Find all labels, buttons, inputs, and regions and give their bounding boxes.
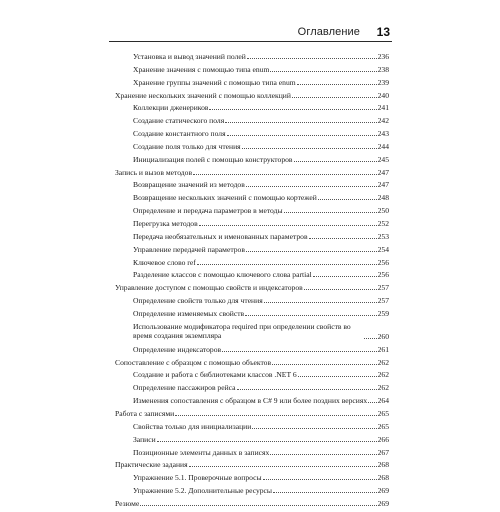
dot-leader bbox=[237, 389, 377, 390]
toc-entry-page: 252 bbox=[377, 218, 389, 228]
toc-entry-page: 245 bbox=[377, 154, 389, 164]
header-title: Оглавление bbox=[297, 26, 360, 38]
toc-entry bbox=[115, 193, 389, 202]
dot-leader bbox=[193, 174, 377, 175]
toc-entry-page: 268 bbox=[377, 473, 389, 483]
toc-entry bbox=[115, 258, 389, 267]
toc-entry-page: 267 bbox=[377, 447, 389, 457]
toc-entry-title: Возвращение значений из методов bbox=[133, 180, 245, 190]
dot-leader bbox=[364, 338, 377, 339]
dot-leader bbox=[368, 402, 376, 403]
toc-entry bbox=[115, 116, 389, 125]
toc-entry-page: 236 bbox=[377, 52, 389, 61]
toc-entry bbox=[115, 383, 389, 392]
toc-entry-page: 259 bbox=[377, 308, 389, 318]
toc-entry bbox=[115, 219, 389, 228]
table-of-contents bbox=[115, 52, 389, 512]
toc-entry bbox=[115, 499, 389, 508]
toc-entry-page: 261 bbox=[377, 344, 389, 354]
dot-leader bbox=[284, 212, 377, 213]
toc-entry-title: Создание поля только для чтения bbox=[133, 141, 241, 151]
toc-entry-title: Позиционные элементы данных в записях bbox=[133, 447, 270, 457]
dot-leader bbox=[157, 441, 377, 442]
toc-entry-page: 257 bbox=[377, 283, 389, 293]
toc-entry bbox=[115, 65, 389, 74]
toc-entry bbox=[115, 103, 389, 112]
toc-entry-page: 260 bbox=[377, 331, 389, 341]
toc-entry-page: 242 bbox=[377, 116, 389, 126]
toc-entry bbox=[115, 473, 389, 482]
toc-entry bbox=[115, 283, 389, 292]
page-number: 13 bbox=[376, 25, 390, 39]
toc-entry bbox=[115, 168, 389, 177]
toc-entry-page: 253 bbox=[377, 231, 389, 241]
toc-entry-page: 238 bbox=[377, 64, 389, 74]
toc-entry-page: 268 bbox=[377, 460, 389, 470]
toc-entry-title: Возвращение нескольких значений с помощью кортежей bbox=[133, 193, 317, 203]
toc-entry-title: Запись и вызов методов bbox=[115, 167, 193, 177]
dot-leader bbox=[242, 148, 377, 149]
toc-entry-page: 240 bbox=[377, 90, 389, 100]
dot-leader bbox=[140, 505, 376, 506]
toc-entry-title: Определение свойств только для чтения bbox=[133, 296, 263, 306]
dot-leader bbox=[270, 454, 376, 455]
toc-entry-title: Определение изменяемых свойств bbox=[133, 308, 245, 318]
toc-entry-title: Свойства только для инициализации bbox=[133, 421, 252, 431]
toc-entry-title: Инициализация полей с помощью конструкторов bbox=[133, 154, 293, 164]
toc-entry-title: Управление передачей параметров bbox=[133, 244, 245, 254]
toc-entry-page: 256 bbox=[377, 270, 389, 280]
toc-entry-title: Практические задания bbox=[115, 460, 188, 470]
dot-leader bbox=[246, 186, 377, 187]
toc-entry bbox=[115, 345, 389, 354]
dot-leader bbox=[175, 415, 376, 416]
toc-entry-page: 262 bbox=[377, 383, 389, 393]
running-header bbox=[109, 26, 392, 42]
dot-leader bbox=[222, 351, 377, 352]
toc-entry-page: 264 bbox=[377, 396, 389, 406]
toc-entry-title: Передача необязательных и именованных параметров bbox=[133, 231, 308, 241]
toc-entry-page: 256 bbox=[377, 257, 389, 267]
toc-entry bbox=[115, 396, 389, 405]
dot-leader bbox=[227, 135, 377, 136]
toc-entry-title: Перегрузка методов bbox=[133, 218, 198, 228]
toc-entry-page: 262 bbox=[377, 370, 389, 380]
toc-entry-page: 244 bbox=[377, 141, 389, 151]
toc-entry-page: 254 bbox=[377, 244, 389, 254]
toc-entry-title: Коллекции дженериков bbox=[133, 103, 209, 113]
toc-entry-title: Сопоставление с образцом с помощью объектов bbox=[115, 357, 272, 367]
toc-entry-page: 269 bbox=[377, 498, 389, 508]
toc-entry-title: Управление доступом с помощью свойств и индексаторов bbox=[115, 283, 303, 293]
toc-entry-page: 247 bbox=[377, 180, 389, 190]
toc-entry-title: Создание константного поля bbox=[133, 129, 226, 139]
toc-entry-title: Записи bbox=[133, 434, 156, 444]
dot-leader bbox=[292, 97, 377, 98]
dot-leader bbox=[197, 264, 377, 265]
dot-leader bbox=[272, 364, 377, 365]
toc-entry-title: Создание статического поля bbox=[133, 116, 225, 126]
toc-entry bbox=[115, 309, 389, 318]
toc-entry bbox=[115, 358, 389, 367]
toc-entry bbox=[115, 206, 389, 215]
toc-entry-page: 239 bbox=[377, 77, 389, 87]
dot-leader bbox=[273, 492, 377, 493]
toc-entry-page: 250 bbox=[377, 206, 389, 216]
toc-entry bbox=[115, 129, 389, 138]
toc-entry bbox=[115, 448, 389, 457]
toc-entry bbox=[115, 486, 389, 495]
dot-leader bbox=[298, 376, 377, 377]
toc-entry-title: Определение индексаторов bbox=[133, 344, 222, 354]
dot-leader bbox=[245, 315, 377, 316]
toc-entry-title: Хранение группы значений с помощью типа enum bbox=[133, 77, 296, 87]
dot-leader bbox=[264, 302, 377, 303]
toc-entry bbox=[115, 142, 389, 151]
toc-entry-title: Использование модификатора required при определении свойств во время создания экземпляра bbox=[133, 321, 351, 341]
dot-leader bbox=[294, 161, 377, 162]
toc-entry-title: Резюме bbox=[115, 498, 140, 508]
toc-entry bbox=[115, 245, 389, 254]
toc-entry bbox=[115, 78, 389, 87]
toc-entry-title: Изменения сопоставления с образцом в C# 9 или более поздних версиях bbox=[133, 396, 368, 406]
toc-entry-page: 241 bbox=[377, 103, 389, 113]
toc-entry bbox=[115, 270, 389, 279]
dot-leader bbox=[189, 466, 377, 467]
toc-entry bbox=[115, 422, 389, 431]
toc-entry-page: 243 bbox=[377, 129, 389, 139]
toc-entry-page: 247 bbox=[377, 167, 389, 177]
toc-entry bbox=[115, 460, 389, 469]
dot-leader bbox=[252, 428, 376, 429]
toc-entry-title: Установка и вывод значений полей bbox=[133, 52, 246, 61]
toc-entry-title: Упражнение 5.2. Дополнительные ресурсы bbox=[133, 486, 273, 496]
dot-leader bbox=[246, 251, 377, 252]
toc-entry-page: 262 bbox=[377, 357, 389, 367]
dot-leader bbox=[297, 84, 377, 85]
toc-entry bbox=[115, 180, 389, 189]
toc-entry bbox=[115, 155, 389, 164]
toc-entry-page: 265 bbox=[377, 408, 389, 418]
dot-leader bbox=[313, 276, 377, 277]
dot-leader bbox=[199, 225, 377, 226]
toc-entry bbox=[115, 322, 389, 341]
dot-leader bbox=[270, 71, 376, 72]
dot-leader bbox=[225, 122, 376, 123]
toc-entry-title: Хранение нескольких значений с помощью коллекций bbox=[115, 90, 291, 100]
toc-entry bbox=[115, 52, 389, 61]
toc-entry-title: Определение пассажиров рейса bbox=[133, 383, 236, 393]
toc-entry-title: Определение и передача параметров в методы bbox=[133, 206, 283, 216]
toc-entry-title: Разделение классов с помощью ключевого слова partial bbox=[133, 270, 312, 280]
toc-entry-page: 257 bbox=[377, 296, 389, 306]
toc-entry bbox=[115, 435, 389, 444]
toc-entry-title: Хранение значения с помощью типа enum bbox=[133, 64, 270, 74]
dot-leader bbox=[263, 479, 377, 480]
toc-entry-title: Создание и работа с библиотеками классов .NET 6 bbox=[133, 370, 297, 380]
dot-leader bbox=[304, 289, 377, 290]
toc-entry bbox=[115, 232, 389, 241]
dot-leader bbox=[309, 238, 377, 239]
toc-entry bbox=[115, 91, 389, 100]
toc-entry bbox=[115, 296, 389, 305]
toc-entry bbox=[115, 409, 389, 418]
dot-leader bbox=[247, 58, 377, 59]
toc-entry-page: 248 bbox=[377, 193, 389, 203]
toc-entry-title: Ключевое слово ref bbox=[133, 257, 196, 267]
dot-leader bbox=[318, 199, 377, 200]
toc-entry bbox=[115, 370, 389, 379]
toc-entry-page: 269 bbox=[377, 486, 389, 496]
dot-leader bbox=[209, 109, 376, 110]
toc-entry-title: Упражнение 5.1. Проверочные вопросы bbox=[133, 473, 262, 483]
toc-entry-page: 266 bbox=[377, 434, 389, 444]
toc-entry-title: Работа с записями bbox=[115, 408, 175, 418]
toc-entry-page: 265 bbox=[377, 421, 389, 431]
